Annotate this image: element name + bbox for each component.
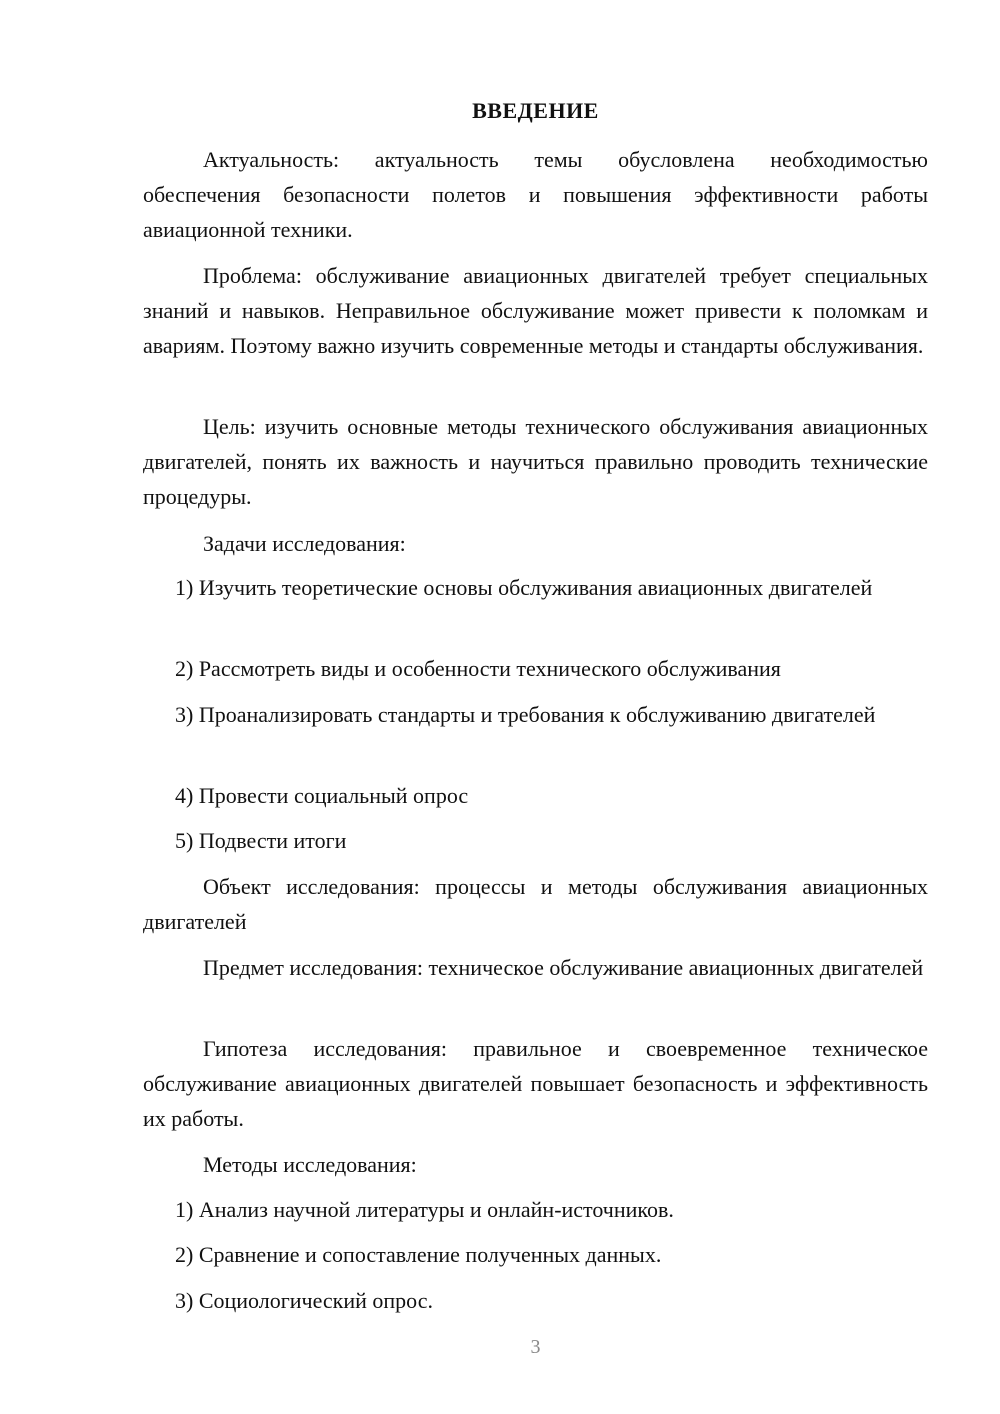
goal-paragraph: Цель: изучить основные методы технического обслуживания авиационных двигателей, понять их важность и научиться правильно проводить технические процедуры. <box>143 414 928 509</box>
task-item-2: 2) Рассмотреть виды и особенности технического обслуживания <box>175 656 781 681</box>
task-item-3: 3) Проанализировать стандарты и требования к обслуживанию двигателей <box>175 702 876 727</box>
object-paragraph: Объект исследования: процессы и методы обслуживания авиационных двигателей <box>143 874 928 934</box>
method-item-3: 3) Социологический опрос. <box>175 1288 433 1313</box>
subject-paragraph: Предмет исследования: техническое обслуживание авиационных двигателей <box>203 955 924 980</box>
method-item-1: 1) Анализ научной литературы и онлайн-источников. <box>175 1197 674 1222</box>
problem-paragraph: Проблема: обслуживание авиационных двигателей требует специальных знаний и навыков. Неправильное обслуживание может привести к поломкам и авариям. Поэтому важно изучить современные методы и стандарты обслуживания. <box>143 263 928 358</box>
tasks-title: Задачи исследования: <box>203 531 406 556</box>
hypothesis-paragraph: Гипотеза исследования: правильное и своевременное техническое обслуживание авиационных двигателей повышает безопасность и эффективность их работы. <box>143 1036 928 1131</box>
task-item-1: 1) Изучить теоретические основы обслуживания авиационных двигателей <box>175 575 873 600</box>
page-number: 3 <box>530 1336 541 1358</box>
page-title: ВВЕДЕНИЕ <box>472 98 599 123</box>
task-item-4: 4) Провести социальный опрос <box>175 783 469 808</box>
method-item-2: 2) Сравнение и сопоставление полученных данных. <box>175 1242 662 1267</box>
relevance-paragraph: Актуальность: актуальность темы обусловлена необходимостью обеспечения безопасности полетов и повышения эффективности работы авиационной техники. <box>143 147 928 242</box>
task-item-5: 5) Подвести итоги <box>175 828 347 853</box>
methods-title: Методы исследования: <box>203 1152 417 1177</box>
